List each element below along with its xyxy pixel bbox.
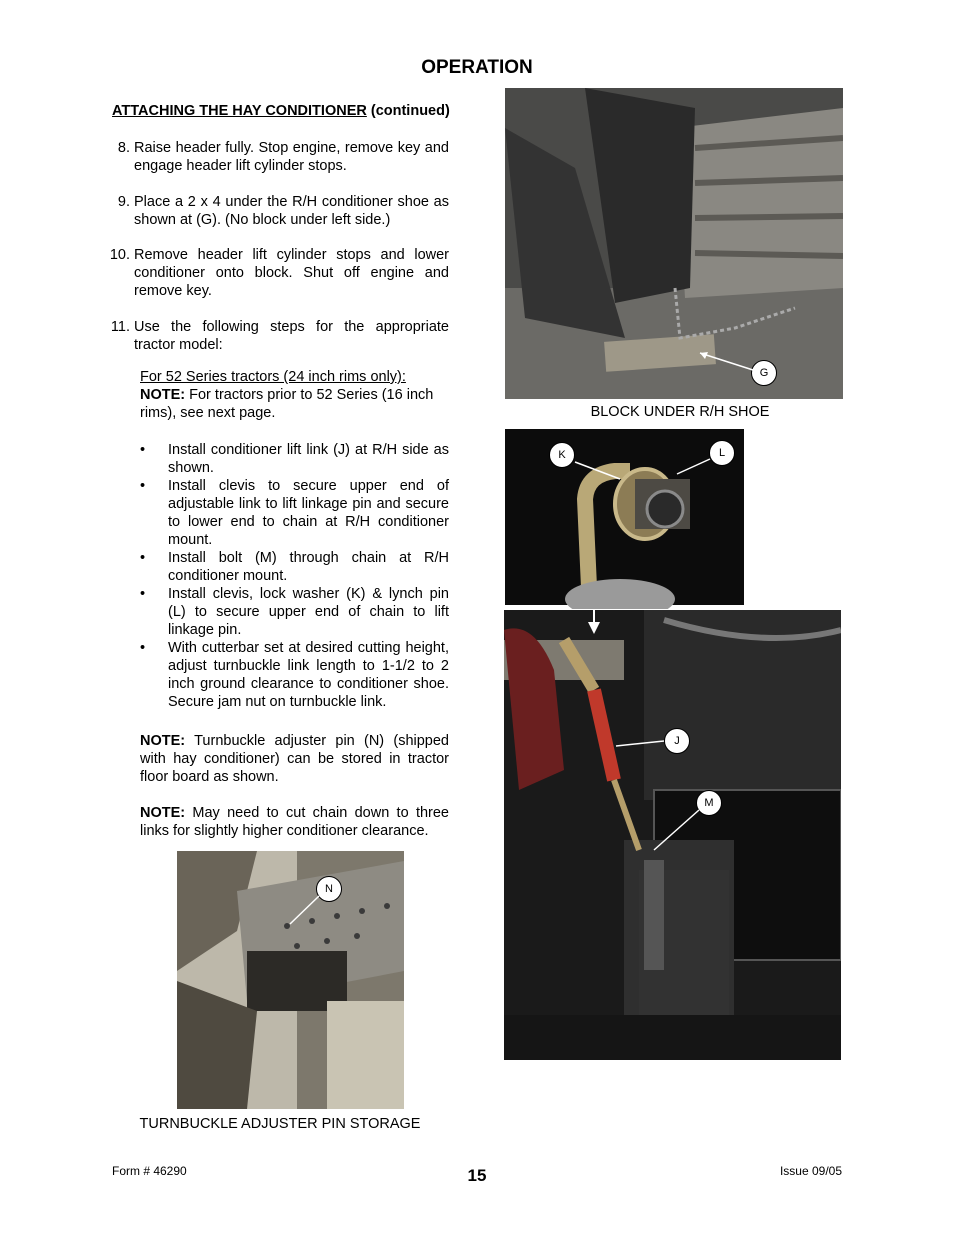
note-pin-storage bbox=[140, 732, 449, 786]
callout-k: K bbox=[549, 442, 575, 468]
photo-clevis bbox=[505, 429, 744, 609]
section-heading bbox=[112, 103, 450, 119]
photo-pin-storage bbox=[177, 851, 404, 1109]
step-text: Use the following steps for the appropriate tractor model: bbox=[134, 319, 449, 353]
step-text: Raise header fully. Stop engine, remove key and engage header lift cylinder stops. bbox=[134, 140, 449, 174]
callout-l: L bbox=[709, 440, 735, 466]
callout-m: M bbox=[696, 790, 722, 816]
subsection-heading: For 52 Series tractors (24 inch rims only): bbox=[140, 369, 406, 385]
bullet-glyph: • bbox=[140, 550, 146, 566]
step-11 bbox=[104, 318, 449, 354]
form-number: Form # 46290 bbox=[112, 1164, 187, 1178]
step-number: 11. bbox=[110, 319, 130, 335]
section-title: ATTACHING THE HAY CONDITIONER bbox=[112, 103, 367, 119]
step-10 bbox=[104, 246, 449, 300]
step-number: 10. bbox=[109, 247, 130, 263]
leader-line bbox=[177, 851, 404, 1109]
list-item: • Install clevis to secure upper end of adjustable link to lift linkage pin and secure to lower end to chain at R/H conditioner mount. bbox=[140, 478, 449, 548]
step-number: 8. bbox=[117, 140, 130, 156]
page-number: 15 bbox=[467, 1166, 487, 1185]
leader-line bbox=[504, 610, 841, 1060]
note-label: NOTE: bbox=[140, 733, 186, 749]
step-text: Remove header lift cylinder stops and lower conditioner onto block. Shut off engine and remove key. bbox=[134, 247, 449, 299]
section-suffix: (continued) bbox=[370, 103, 450, 119]
bullet-glyph: • bbox=[140, 640, 146, 656]
caption-pin-storage: TURNBUCKLE ADJUSTER PIN STORAGE bbox=[139, 1116, 421, 1132]
photo-lift-link bbox=[504, 610, 841, 1060]
leader-line bbox=[505, 429, 744, 609]
list-item: • Install conditioner lift link (J) at R/H side as shown. bbox=[140, 442, 449, 476]
step-9 bbox=[104, 193, 449, 229]
note-text: Turnbuckle adjuster pin (N) (shipped with hay conditioner) can be stored in tractor floor board as shown. bbox=[140, 733, 449, 785]
bullet-glyph: • bbox=[140, 478, 146, 494]
issue-date: Issue 09/05 bbox=[779, 1164, 842, 1178]
note-chain bbox=[140, 804, 449, 840]
note-label: NOTE: bbox=[140, 387, 186, 403]
photo-block-under-shoe bbox=[505, 88, 843, 399]
caption-block-under-shoe: BLOCK UNDER R/H SHOE bbox=[590, 404, 770, 420]
list-item: • Install clevis, lock washer (K) & lynch pin (L) to secure upper end of chain to lift linkage pin. bbox=[140, 586, 449, 638]
callout-n: N bbox=[316, 876, 342, 902]
subsection bbox=[140, 368, 449, 422]
list-item: • Install bolt (M) through chain at R/H conditioner mount. bbox=[140, 550, 449, 584]
note-text: For tractors prior to 52 Series (16 inch rims), see next page. bbox=[140, 387, 434, 421]
callout-j: J bbox=[664, 728, 690, 754]
leader-line bbox=[505, 88, 843, 399]
list-item: • With cutterbar set at desired cutting height, adjust turnbuckle link length to 1-1/2 to 2 inch ground clearance to conditioner shoe. Secure jam nut on turnbuckle link. bbox=[140, 640, 449, 710]
note-label: NOTE: bbox=[140, 805, 186, 821]
page-title: OPERATION bbox=[421, 57, 533, 78]
callout-g: G bbox=[751, 360, 777, 386]
instruction-bullets bbox=[140, 441, 449, 711]
step-text: Place a 2 x 4 under the R/H conditioner shoe as shown at (G). (No block under left side.) bbox=[134, 194, 449, 228]
step-8 bbox=[104, 139, 449, 175]
note-text: May need to cut chain down to three links for slightly higher conditioner clearance. bbox=[140, 805, 449, 839]
step-number: 9. bbox=[117, 194, 130, 210]
bullet-glyph: • bbox=[140, 442, 146, 458]
subsection-note bbox=[140, 386, 449, 422]
bullet-glyph: • bbox=[140, 586, 146, 602]
